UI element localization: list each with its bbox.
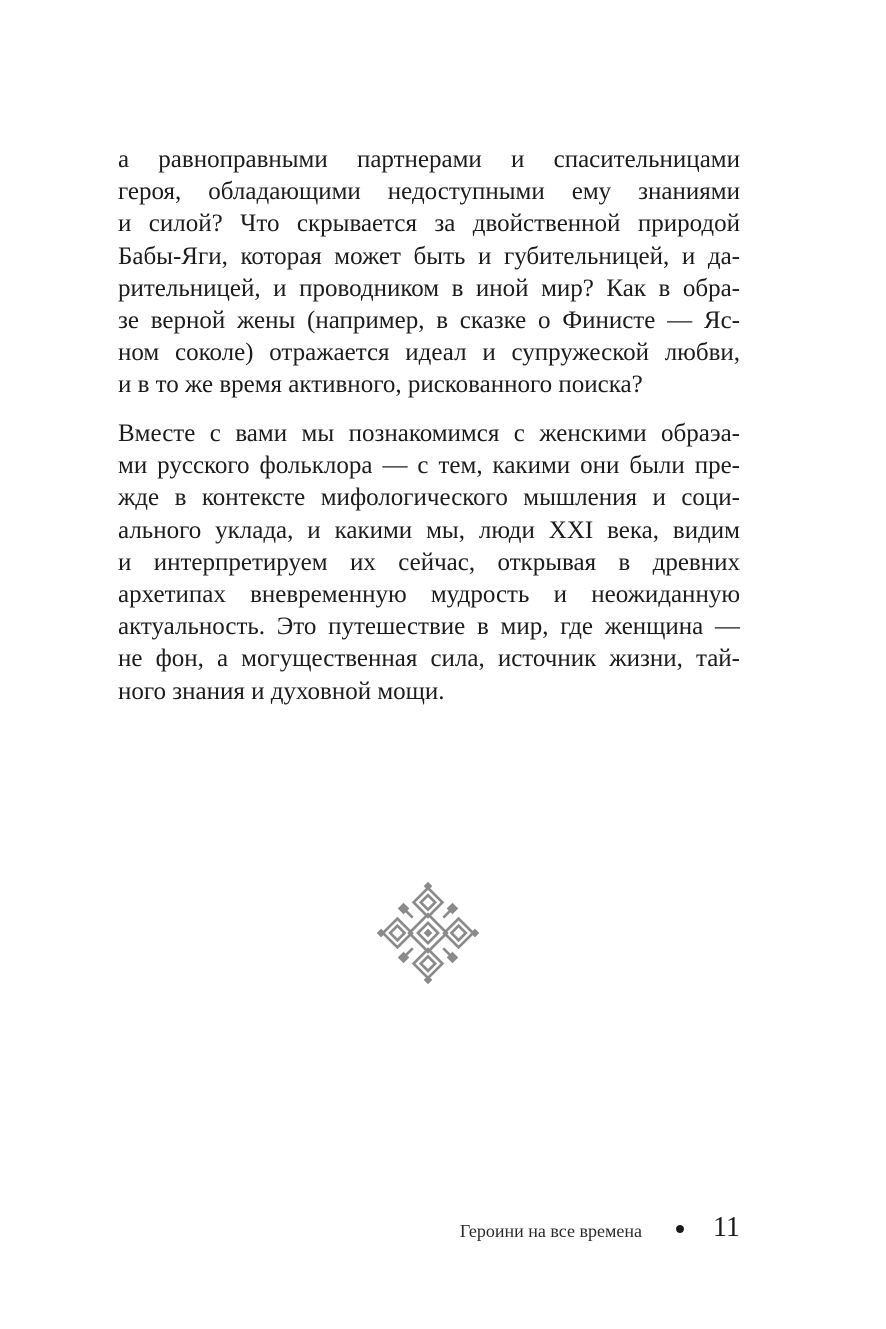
page-number: 11 [713,1212,740,1243]
text-line: архетипах вневременную мудрость и неожиданную [118,581,740,609]
text-line: ми русского фольклора — с тем, какими они были пре- [118,452,740,480]
body-paragraph-1 [118,144,740,402]
body-paragraph-2 [118,418,740,708]
slavic-diamond-ornament-icon [377,882,479,984]
text-line: актуальность. Это путешествие в мир, где женщина — [118,613,740,641]
text-line: Бабы-Яги, которая может быть и губительницей, и да- [118,242,740,270]
text-line: и в то же время активного, рискованного поиска? [118,371,643,399]
text-line: и силой? Что скрывается за двойственной природой [118,210,740,238]
page-footer [0,1210,886,1250]
text-line: и интерпретируем их сейчас, открывая в древних [118,548,740,576]
text-line: жде в контексте мифологического мышления и соци- [118,484,740,512]
text-line: ном соколе) отражается идеал и супружеской любви, [118,339,740,367]
text-line: а равноправными партнерами и спасительницами [118,146,740,173]
bullet-dot-icon [676,1225,684,1233]
text-line: героя, обладающими недоступными ему знаниями [118,178,740,206]
text-line: ного знания и духовной мощи. [118,677,445,705]
text-line: зе верной жены (например, в сказке о Финисте — Яс- [118,307,740,335]
text-line: Вместе с вами мы познакомимся с женскими обраэа- [118,420,740,447]
text-line: не фон, а могущественная сила, источник жизни, тай- [118,645,740,673]
running-head: Героини на все времена [459,1221,642,1241]
text-line: рительницей, и проводником в иной мир? Как в обра- [118,274,740,302]
text-line: ального уклада, и какими мы, люди XXI века, видим [118,516,740,544]
